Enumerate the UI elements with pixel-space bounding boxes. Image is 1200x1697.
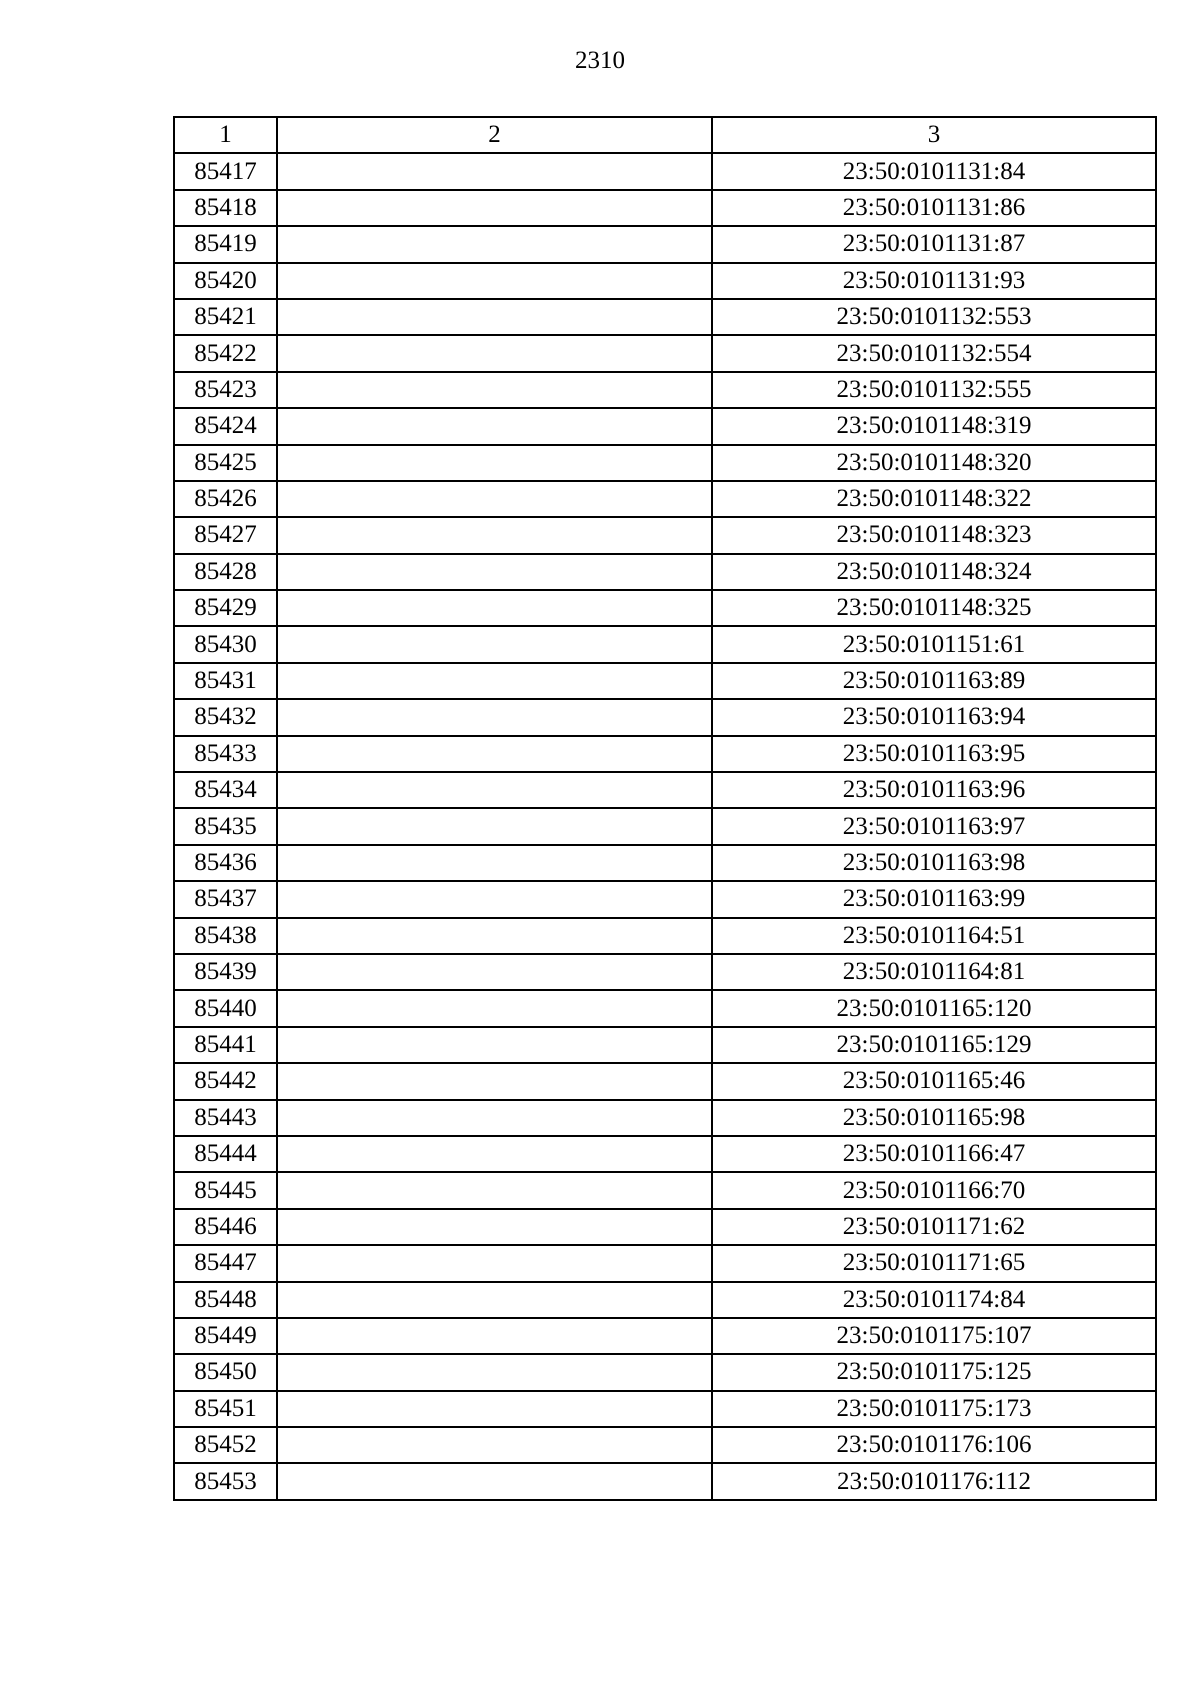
description-cell: [277, 626, 712, 662]
table-header: [174, 117, 1156, 153]
table-row: [174, 772, 1156, 808]
description-cell: [277, 554, 712, 590]
table-row: [174, 1136, 1156, 1172]
description-cell: [277, 445, 712, 481]
description-cell: [277, 299, 712, 335]
description-cell: [277, 1354, 712, 1390]
table-row: [174, 153, 1156, 189]
table-row: [174, 1318, 1156, 1354]
cadastral-number-cell: 23:50:0101166:47: [712, 1136, 1156, 1172]
cadastral-number-cell: 23:50:0101165:98: [712, 1100, 1156, 1136]
cadastral-number-cell: 23:50:0101163:94: [712, 699, 1156, 735]
description-cell: [277, 1318, 712, 1354]
table-row: [174, 1282, 1156, 1318]
table-row: [174, 663, 1156, 699]
cadastral-number-cell: 23:50:0101166:70: [712, 1172, 1156, 1208]
table-row: [174, 226, 1156, 262]
row-number-cell: 85432: [174, 699, 277, 735]
row-number-cell: 85444: [174, 1136, 277, 1172]
table-row: [174, 736, 1156, 772]
cadastral-number-cell: 23:50:0101176:112: [712, 1463, 1156, 1499]
row-number-cell: 85439: [174, 954, 277, 990]
table-row: [174, 626, 1156, 662]
table-row: [174, 845, 1156, 881]
table-row: [174, 299, 1156, 335]
cadastral-number-cell: 23:50:0101132:554: [712, 335, 1156, 371]
table-header-row: [174, 117, 1156, 153]
row-number-cell: 85438: [174, 918, 277, 954]
description-cell: [277, 1427, 712, 1463]
table-row: [174, 1209, 1156, 1245]
row-number-cell: 85448: [174, 1282, 277, 1318]
row-number-cell: 85421: [174, 299, 277, 335]
row-number-cell: 85450: [174, 1354, 277, 1390]
table-row: [174, 408, 1156, 444]
cadastral-number-cell: 23:50:0101148:319: [712, 408, 1156, 444]
row-number-cell: 85420: [174, 263, 277, 299]
table-row: [174, 1027, 1156, 1063]
description-cell: [277, 808, 712, 844]
registry-table: [173, 116, 1157, 1501]
cadastral-number-cell: 23:50:0101163:89: [712, 663, 1156, 699]
description-cell: [277, 517, 712, 553]
cadastral-number-cell: 23:50:0101165:129: [712, 1027, 1156, 1063]
row-number-cell: 85422: [174, 335, 277, 371]
cadastral-number-cell: 23:50:0101163:97: [712, 808, 1156, 844]
cadastral-number-cell: 23:50:0101163:98: [712, 845, 1156, 881]
table-row: [174, 372, 1156, 408]
description-cell: [277, 1063, 712, 1099]
description-cell: [277, 736, 712, 772]
row-number-cell: 85424: [174, 408, 277, 444]
row-number-cell: 85428: [174, 554, 277, 590]
table-row: [174, 445, 1156, 481]
row-number-cell: 85423: [174, 372, 277, 408]
table-row: [174, 190, 1156, 226]
cadastral-number-cell: 23:50:0101164:51: [712, 918, 1156, 954]
cadastral-number-cell: 23:50:0101132:553: [712, 299, 1156, 335]
cadastral-number-cell: 23:50:0101163:95: [712, 736, 1156, 772]
table-row: [174, 699, 1156, 735]
description-cell: [277, 990, 712, 1026]
cadastral-number-cell: 23:50:0101165:120: [712, 990, 1156, 1026]
table-row: [174, 954, 1156, 990]
table-body: [174, 153, 1156, 1499]
cadastral-number-cell: 23:50:0101148:325: [712, 590, 1156, 626]
description-cell: [277, 153, 712, 189]
description-cell: [277, 663, 712, 699]
page-number: 2310: [575, 47, 625, 74]
row-number-cell: 85430: [174, 626, 277, 662]
description-cell: [277, 918, 712, 954]
cadastral-number-cell: 23:50:0101171:65: [712, 1245, 1156, 1281]
description-cell: [277, 481, 712, 517]
table-row: [174, 918, 1156, 954]
description-cell: [277, 1463, 712, 1499]
row-number-cell: 85433: [174, 736, 277, 772]
cadastral-number-cell: 23:50:0101148:323: [712, 517, 1156, 553]
cadastral-number-cell: 23:50:0101132:555: [712, 372, 1156, 408]
table-row: [174, 590, 1156, 626]
table-row: [174, 554, 1156, 590]
row-number-cell: 85443: [174, 1100, 277, 1136]
description-cell: [277, 881, 712, 917]
description-cell: [277, 1209, 712, 1245]
description-cell: [277, 372, 712, 408]
table-row: [174, 1172, 1156, 1208]
cadastral-number-cell: 23:50:0101174:84: [712, 1282, 1156, 1318]
cadastral-number-cell: 23:50:0101163:96: [712, 772, 1156, 808]
row-number-cell: 85445: [174, 1172, 277, 1208]
description-cell: [277, 1172, 712, 1208]
row-number-cell: 85452: [174, 1427, 277, 1463]
row-number-cell: 85442: [174, 1063, 277, 1099]
table-row: [174, 990, 1156, 1026]
table-row: [174, 263, 1156, 299]
table-row: [174, 335, 1156, 371]
row-number-cell: 85447: [174, 1245, 277, 1281]
table-row: [174, 1463, 1156, 1499]
row-number-cell: 85418: [174, 190, 277, 226]
table-row: [174, 808, 1156, 844]
table-row: [174, 1391, 1156, 1427]
description-cell: [277, 1282, 712, 1318]
table-row: [174, 1354, 1156, 1390]
row-number-cell: 85451: [174, 1391, 277, 1427]
column-header-2: 2: [277, 117, 712, 153]
row-number-cell: 85446: [174, 1209, 277, 1245]
row-number-cell: 85425: [174, 445, 277, 481]
description-cell: [277, 772, 712, 808]
row-number-cell: 85449: [174, 1318, 277, 1354]
cadastral-number-cell: 23:50:0101148:324: [712, 554, 1156, 590]
row-number-cell: 85417: [174, 153, 277, 189]
cadastral-number-cell: 23:50:0101175:125: [712, 1354, 1156, 1390]
cadastral-number-cell: 23:50:0101148:320: [712, 445, 1156, 481]
row-number-cell: 85436: [174, 845, 277, 881]
cadastral-number-cell: 23:50:0101131:84: [712, 153, 1156, 189]
description-cell: [277, 1136, 712, 1172]
row-number-cell: 85427: [174, 517, 277, 553]
description-cell: [277, 190, 712, 226]
description-cell: [277, 845, 712, 881]
description-cell: [277, 699, 712, 735]
row-number-cell: 85431: [174, 663, 277, 699]
row-number-cell: 85437: [174, 881, 277, 917]
row-number-cell: 85435: [174, 808, 277, 844]
row-number-cell: 85429: [174, 590, 277, 626]
table-row: [174, 881, 1156, 917]
description-cell: [277, 408, 712, 444]
description-cell: [277, 1391, 712, 1427]
cadastral-number-cell: 23:50:0101171:62: [712, 1209, 1156, 1245]
table-row: [174, 1427, 1156, 1463]
description-cell: [277, 1245, 712, 1281]
table-row: [174, 1063, 1156, 1099]
row-number-cell: 85440: [174, 990, 277, 1026]
row-number-cell: 85453: [174, 1463, 277, 1499]
table-row: [174, 517, 1156, 553]
description-cell: [277, 954, 712, 990]
description-cell: [277, 226, 712, 262]
cadastral-number-cell: 23:50:0101176:106: [712, 1427, 1156, 1463]
description-cell: [277, 590, 712, 626]
description-cell: [277, 1027, 712, 1063]
row-number-cell: 85419: [174, 226, 277, 262]
cadastral-number-cell: 23:50:0101165:46: [712, 1063, 1156, 1099]
row-number-cell: 85441: [174, 1027, 277, 1063]
cadastral-number-cell: 23:50:0101148:322: [712, 481, 1156, 517]
row-number-cell: 85434: [174, 772, 277, 808]
table-row: [174, 481, 1156, 517]
cadastral-number-cell: 23:50:0101175:173: [712, 1391, 1156, 1427]
cadastral-number-cell: 23:50:0101151:61: [712, 626, 1156, 662]
description-cell: [277, 1100, 712, 1136]
column-header-1: 1: [174, 117, 277, 153]
cadastral-number-cell: 23:50:0101131:93: [712, 263, 1156, 299]
description-cell: [277, 335, 712, 371]
column-header-3: 3: [712, 117, 1156, 153]
cadastral-number-cell: 23:50:0101131:86: [712, 190, 1156, 226]
description-cell: [277, 263, 712, 299]
cadastral-number-cell: 23:50:0101131:87: [712, 226, 1156, 262]
table-row: [174, 1100, 1156, 1136]
row-number-cell: 85426: [174, 481, 277, 517]
cadastral-number-cell: 23:50:0101163:99: [712, 881, 1156, 917]
cadastral-number-cell: 23:50:0101164:81: [712, 954, 1156, 990]
table-row: [174, 1245, 1156, 1281]
cadastral-number-cell: 23:50:0101175:107: [712, 1318, 1156, 1354]
